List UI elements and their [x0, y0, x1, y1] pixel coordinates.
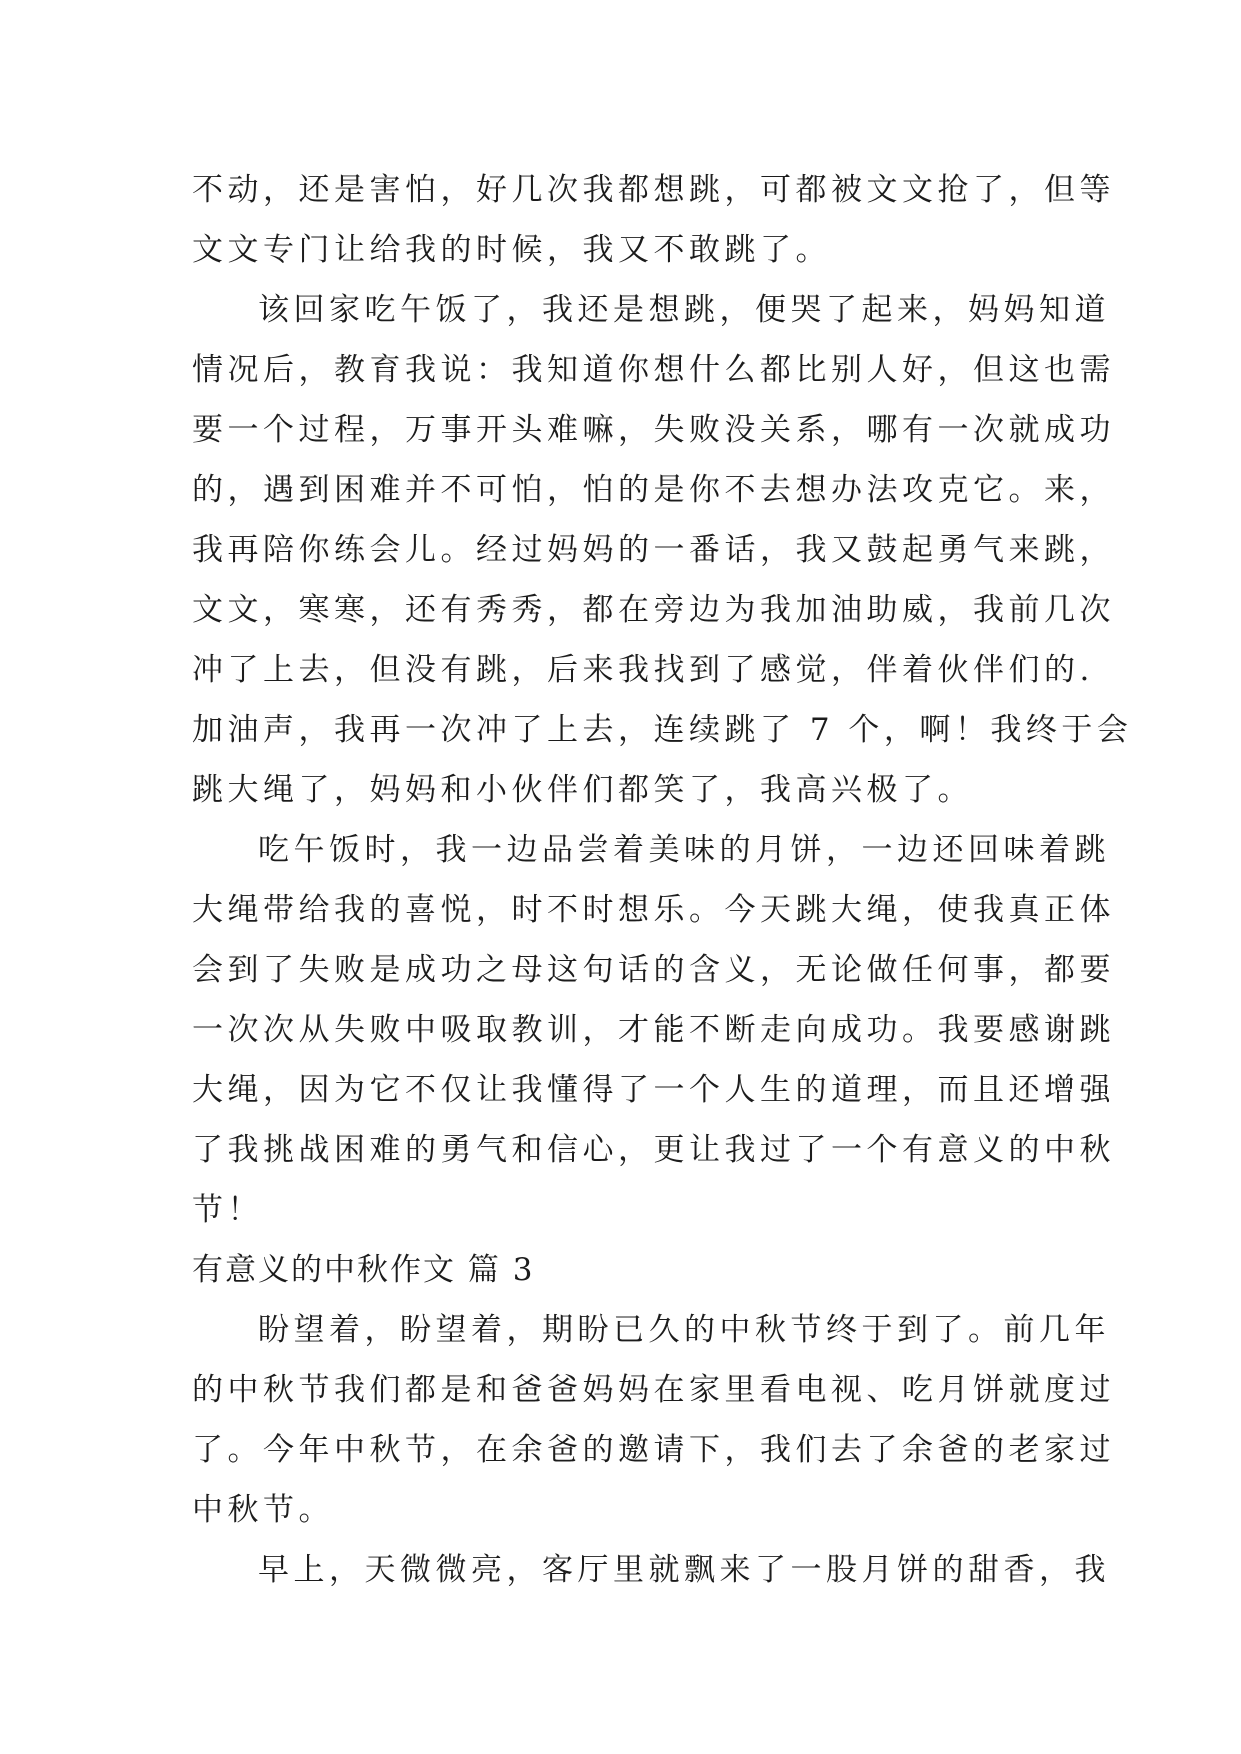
text-line: 冲了上去，但没有跳，后来我找到了感觉，伴着伙伴们的. — [192, 652, 1094, 688]
text-line: 情况后，教育我说：我知道你想什么都比别人好，但这也需 — [192, 352, 1115, 388]
text-line: 一次次从失败中吸取教训，才能不断走向成功。我要感谢跳 — [192, 1012, 1115, 1048]
text-line: 加油声，我再一次冲了上去，连续跳了 7 个，啊！我终于会 — [192, 712, 1133, 748]
text-line: 大绳带给我的喜悦，时不时想乐。今天跳大绳，使我真正体 — [192, 892, 1115, 928]
text-line: 会到了失败是成功之母这句话的含义，无论做任何事，都要 — [192, 952, 1115, 988]
paragraph-start-line: 该回家吃午饭了，我还是想跳，便哭了起来，妈妈知道 — [258, 292, 1110, 328]
text-line: 文文，寒寒，还有秀秀，都在旁边为我加油助威，我前几次 — [192, 592, 1115, 628]
text-line: 了。今年中秋节，在余爸的邀请下，我们去了余爸的老家过 — [192, 1432, 1115, 1468]
paragraph-start-line: 盼望着，盼望着，期盼已久的中秋节终于到了。前几年 — [258, 1312, 1110, 1348]
paragraph-start-line: 吃午饭时，我一边品尝着美味的月饼，一边还回味着跳 — [258, 832, 1110, 868]
text-line: 节！ — [192, 1192, 263, 1228]
text-line: 了我挑战困难的勇气和信心，更让我过了一个有意义的中秋 — [192, 1132, 1115, 1168]
document-body — [192, 160, 1133, 1600]
text-line: 的中秋节我们都是和爸爸妈妈在家里看电视、吃月饼就度过 — [192, 1372, 1115, 1408]
text-line: 文文专门让给我的时候，我又不敢跳了。 — [192, 232, 831, 268]
text-line: 不动，还是害怕，好几次我都想跳，可都被文文抢了，但等 — [192, 172, 1115, 208]
paragraph-start-line: 早上，天微微亮，客厅里就飘来了一股月饼的甜香，我 — [258, 1552, 1110, 1588]
text-line: 跳大绳了，妈妈和小伙伴们都笑了，我高兴极了。 — [192, 772, 973, 808]
text-line: 我再陪你练会儿。经过妈妈的一番话，我又鼓起勇气来跳， — [192, 532, 1115, 568]
text-line: 要一个过程，万事开头难嘛，失败没关系，哪有一次就成功 — [192, 412, 1115, 448]
text-line: 大绳，因为它不仅让我懂得了一个人生的道理，而且还增强 — [192, 1072, 1115, 1108]
section-heading: 有意义的中秋作文 篇 3 — [192, 1252, 535, 1288]
text-line: 的，遇到困难并不可怕，怕的是你不去想办法攻克它。来， — [192, 472, 1115, 508]
text-line: 中秋节。 — [192, 1492, 334, 1528]
